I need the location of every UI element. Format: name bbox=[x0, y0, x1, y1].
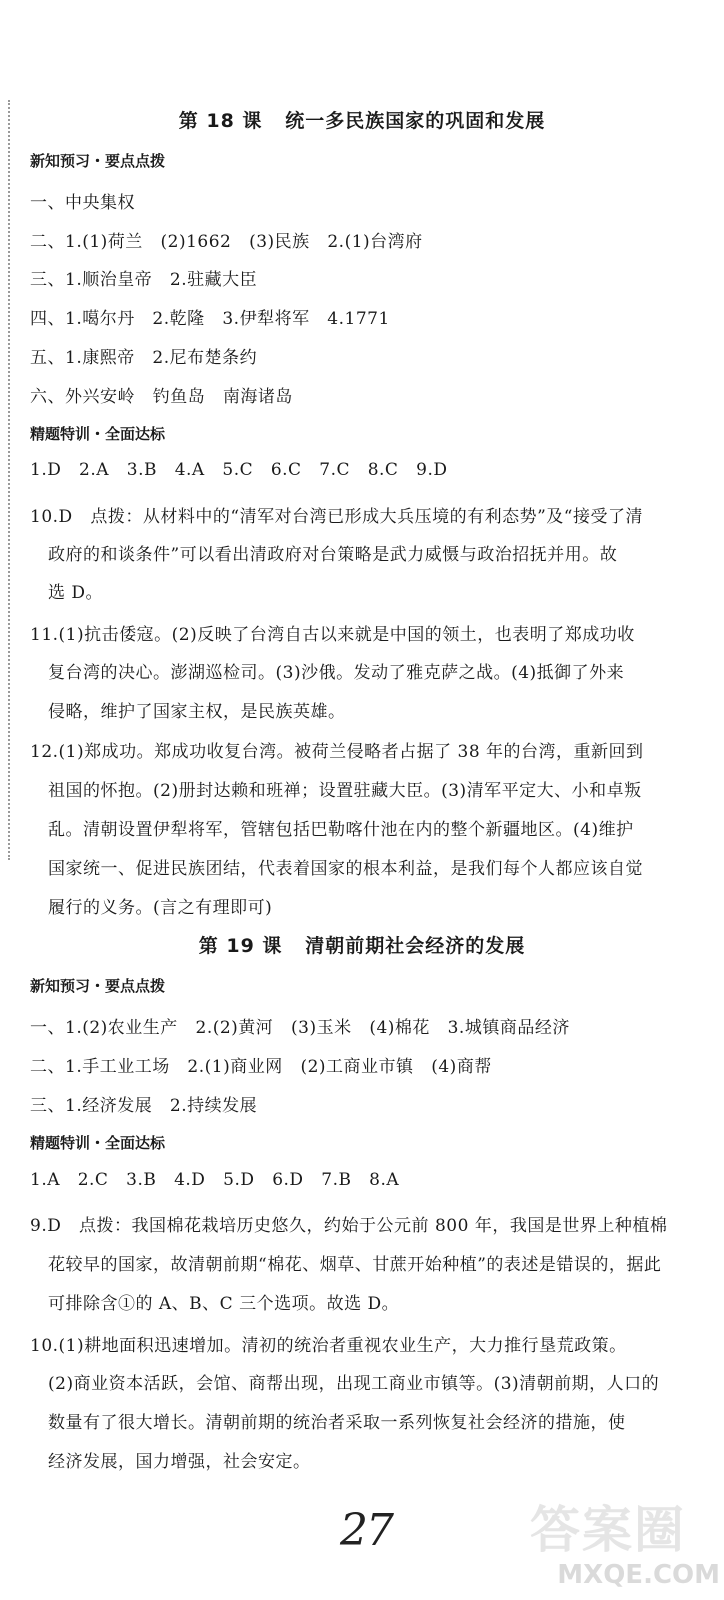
handwritten-page-number: 27 bbox=[340, 1505, 392, 1556]
answer-line: 12.(1)郑成功。郑成功收复台湾。被荷兰侵略者占据了 38 年的台湾，重新回到 bbox=[30, 742, 644, 762]
answer-line: 数量有了很大增长。清朝前期的统治者采取一系列恢复社会经济的措施，使 bbox=[48, 1413, 626, 1433]
watermark-logo-text: 答案圈 bbox=[530, 1501, 686, 1559]
answer-line: 9.D 点拨：我国棉花栽培历史悠久，约始于公元前 800 年，我国是世界上种植棉 bbox=[30, 1216, 668, 1236]
answer-line: 祖国的怀抱。(2)册封达赖和班禅；设置驻藏大臣。(3)清军平定大、小和卓叛 bbox=[48, 781, 642, 801]
answer-line: 四、1.噶尔丹 2.乾隆 3.伊犁将军 4.1771 bbox=[30, 309, 390, 329]
lesson-18-title: 第 18 课 统一多民族国家的巩固和发展 bbox=[178, 110, 546, 132]
answer-line: 政府的和谈条件”可以看出清政府对台策略是武力威慑与政治招抚并用。故 bbox=[48, 545, 618, 565]
watermark-url: MXQE.COM bbox=[557, 1560, 720, 1590]
answer-line: 1.A 2.C 3.B 4.D 5.D 6.D 7.B 8.A bbox=[30, 1170, 400, 1190]
answer-line: 1.D 2.A 3.B 4.A 5.C 6.C 7.C 8.C 9.D bbox=[30, 460, 448, 480]
answer-line: 一、中央集权 bbox=[30, 193, 135, 213]
lesson-18-preview-heading: 新知预习・要点点拨 bbox=[30, 152, 166, 170]
answer-line: 履行的义务。(言之有理即可) bbox=[48, 898, 273, 918]
answer-line: 三、1.经济发展 2.持续发展 bbox=[30, 1096, 258, 1116]
answer-line: 经济发展，国力增强，社会安定。 bbox=[48, 1452, 311, 1472]
answer-line: 二、1.(1)荷兰 (2)1662 (3)民族 2.(1)台湾府 bbox=[30, 232, 423, 252]
answer-line: 乱。清朝设置伊犁将军，管辖包括巴勒喀什池在内的整个新疆地区。(4)维护 bbox=[48, 820, 634, 840]
answer-line: 国家统一、促进民族团结，代表着国家的根本利益，是我们每个人都应该自觉 bbox=[48, 859, 643, 879]
answer-line: 二、1.手工业工场 2.(1)商业网 (2)工商业市镇 (4)商帮 bbox=[30, 1057, 492, 1077]
binding-dotted-line bbox=[8, 100, 10, 860]
answer-line: 11.(1)抗击倭寇。(2)反映了台湾自古以来就是中国的领土，也表明了郑成功收 bbox=[30, 625, 635, 645]
answer-line: 一、1.(2)农业生产 2.(2)黄河 (3)玉米 (4)棉花 3.城镇商品经济 bbox=[30, 1018, 570, 1038]
answer-line: 选 D。 bbox=[48, 583, 104, 603]
answer-line: 花较早的国家，故清朝前期“棉花、烟草、甘蔗开始种植”的表述是错误的，据此 bbox=[48, 1255, 662, 1275]
answer-line: 五、1.康熙帝 2.尼布楚条约 bbox=[30, 348, 258, 368]
answer-line: 复台湾的决心。澎湖巡检司。(3)沙俄。发动了雅克萨之战。(4)抵御了外来 bbox=[48, 663, 625, 683]
lesson-19-title: 第 19 课 清朝前期社会经济的发展 bbox=[198, 935, 526, 957]
watermark bbox=[530, 1500, 720, 1596]
lesson-18-practice-heading: 精题特训・全面达标 bbox=[30, 425, 166, 443]
answer-line: 三、1.顺治皇帝 2.驻藏大臣 bbox=[30, 270, 258, 290]
answer-line: 可排除含①的 A、B、C 三个选项。故选 D。 bbox=[48, 1294, 400, 1314]
lesson-19-practice-heading: 精题特训・全面达标 bbox=[30, 1134, 166, 1152]
answer-line: 10.(1)耕地面积迅速增加。清初的统治者重视农业生产，大力推行垦荒政策。 bbox=[30, 1336, 627, 1356]
answer-line: 10.D 点拨：从材料中的“清军对台湾已形成大兵压境的有利态势”及“接受了清 bbox=[30, 507, 643, 527]
lesson-19-preview-heading: 新知预习・要点点拨 bbox=[30, 977, 166, 995]
answer-line: (2)商业资本活跃，会馆、商帮出现，出现工商业市镇等。(3)清朝前期，人口的 bbox=[48, 1374, 660, 1394]
answer-line: 六、外兴安岭 钓鱼岛 南海诸岛 bbox=[30, 387, 293, 407]
answer-line: 侵略，维护了国家主权，是民族英雄。 bbox=[48, 702, 346, 722]
